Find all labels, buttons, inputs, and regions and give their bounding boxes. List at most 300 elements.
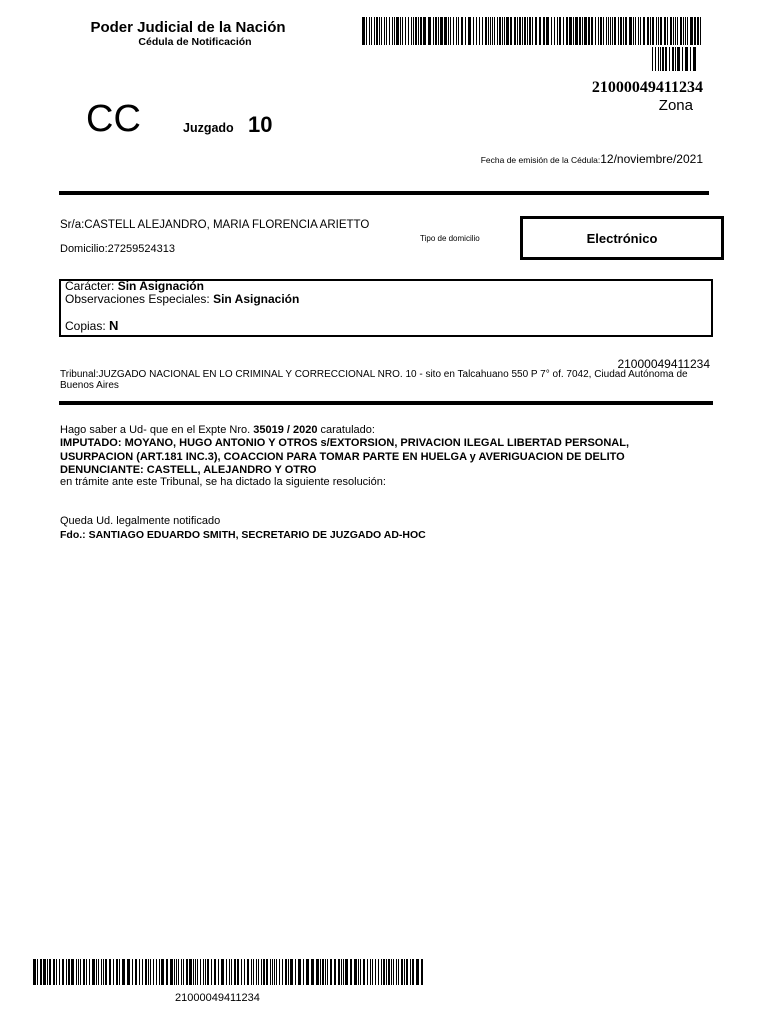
barcode-bar: [519, 17, 521, 45]
copias-line: [65, 318, 118, 333]
barcode-bar: [66, 959, 67, 985]
barcode-bar: [408, 17, 409, 45]
barcode-bar: [625, 17, 627, 45]
barcode-bar: [122, 959, 125, 985]
barcode-bar: [86, 959, 87, 985]
barcode-bar: [656, 17, 657, 45]
barcode-bar: [527, 17, 528, 45]
barcode-bar: [391, 959, 392, 985]
barcode-bar: [139, 959, 140, 985]
juzgado-label: Juzgado: [183, 121, 234, 135]
barcode-bar: [591, 17, 593, 45]
barcode-bar: [411, 17, 412, 45]
tribunal-divider: [59, 401, 713, 405]
barcode-bar: [535, 17, 537, 45]
barcode-bar: [49, 959, 51, 985]
barcode-bar: [482, 17, 483, 45]
barcode-bar: [33, 959, 36, 985]
barcode-bar: [127, 959, 130, 985]
barcode-bar: [80, 959, 81, 985]
caracter-line: [65, 279, 204, 293]
barcode-bar: [247, 959, 249, 985]
barcode-bar: [68, 959, 70, 985]
barcode-bar: [563, 17, 564, 45]
barcode-bar: [673, 17, 674, 45]
barcode-bar: [40, 959, 42, 985]
barcode-bar: [406, 959, 408, 985]
barcode-bar: [282, 959, 283, 985]
barcode-bar: [76, 959, 77, 985]
barcode-bar: [415, 17, 417, 45]
barcode-bar: [670, 17, 672, 45]
footer-code: 21000049411234: [175, 992, 260, 1004]
barcode-bar: [367, 959, 368, 985]
barcode-bar: [433, 17, 434, 45]
emission-date-value: 12/noviembre/2021: [600, 152, 703, 166]
caratula-line-1: IMPUTADO: MOYANO, HUGO ANTONIO Y OTROS s/EXTORSION, PRIVACION ILEGAL LIBERTAD PERSONAL,: [60, 437, 629, 449]
barcode-bar: [231, 959, 232, 985]
barcode-bar: [660, 17, 662, 45]
barcode-bar: [207, 959, 209, 985]
barcode-bar: [588, 17, 590, 45]
barcode-bar: [539, 17, 541, 45]
barcode-bar: [448, 17, 449, 45]
barcode-bar: [677, 17, 678, 45]
barcode-bar: [375, 959, 376, 985]
barcode-bar: [546, 17, 549, 45]
barcode-bar: [345, 959, 348, 985]
barcode-bar: [360, 959, 361, 985]
barcode-bar: [258, 959, 259, 985]
barcode-bar: [290, 959, 293, 985]
barcode-bar: [643, 17, 645, 45]
barcode-bar: [183, 959, 184, 985]
barcode-bar: [685, 17, 686, 45]
barcode-bar: [608, 17, 609, 45]
barcode-bar: [226, 959, 227, 985]
barcode-bar: [566, 17, 568, 45]
barcode-bar: [393, 959, 394, 985]
juzgado-number: 10: [248, 112, 273, 137]
barcode-bar: [677, 47, 680, 71]
barcode-bar: [322, 959, 324, 985]
barcode-bar: [497, 17, 498, 45]
barcode-bar: [119, 959, 120, 985]
barcode-bar: [600, 17, 602, 45]
barcode-bar: [517, 17, 518, 45]
barcode-bar: [142, 959, 143, 985]
barcode-bar: [551, 17, 552, 45]
barcode-bar: [413, 17, 414, 45]
barcode-bar: [372, 959, 373, 985]
barcode-bar: [186, 959, 188, 985]
barcode-bar: [221, 959, 224, 985]
barcode-bar: [47, 959, 48, 985]
barcode-bar: [638, 17, 639, 45]
barcode-bar: [327, 959, 328, 985]
barcode-bar: [170, 959, 173, 985]
barcode-bar: [532, 17, 533, 45]
barcode-bar: [251, 959, 252, 985]
barcode-bar: [465, 17, 466, 45]
barcode-bar: [404, 959, 405, 985]
barcode-bar: [270, 959, 271, 985]
barcode-bar: [529, 17, 531, 45]
barcode-bar: [612, 17, 613, 45]
barcode-bar: [402, 17, 403, 45]
barcode-bar: [440, 17, 443, 45]
barcode-bar: [261, 959, 262, 985]
emission-date-label: Fecha de emisión de la Cédula:: [480, 155, 601, 165]
barcode-bar: [218, 959, 219, 985]
barcode-bar: [450, 17, 451, 45]
barcode-bar: [506, 17, 509, 45]
barcode-bar: [479, 17, 480, 45]
barcode-bar: [438, 17, 439, 45]
barcode-bar: [101, 959, 102, 985]
barcode-bar: [241, 959, 242, 985]
barcode-bar: [362, 17, 365, 45]
barcode-bar: [514, 17, 516, 45]
barcode-bar: [98, 959, 99, 985]
barcode-bar: [428, 17, 431, 45]
intro-prefix: Hago saber a Ud- que en el Expte Nro.: [60, 424, 251, 436]
barcode-bar: [256, 959, 257, 985]
barcode-bar: [575, 17, 578, 45]
barcode-bar: [420, 17, 422, 45]
barcode-bar: [522, 17, 523, 45]
barcode-bar: [690, 17, 693, 45]
barcode-bar: [383, 959, 385, 985]
barcode-bar: [205, 959, 206, 985]
barcode-bar: [244, 959, 245, 985]
copias-label: Copias:: [65, 319, 106, 333]
intro-line: [60, 424, 375, 436]
barcode-bar: [195, 959, 196, 985]
barcode-bar: [109, 959, 111, 985]
header-divider: [59, 191, 709, 195]
barcode-bar: [116, 959, 118, 985]
barcode-bar: [582, 17, 583, 45]
intro-suffix: caratulado:: [320, 424, 375, 436]
barcode-bar: [386, 17, 387, 45]
barcode-bar: [96, 959, 97, 985]
notification-text: Queda Ud. legalmente notificado: [60, 515, 221, 527]
barcode-bar: [647, 17, 649, 45]
tramite-line: en trámite ante este Tribunal, se ha dictado la siguiente resolución:: [60, 476, 386, 488]
barcode-bar: [384, 17, 385, 45]
barcode-bar: [53, 959, 55, 985]
barcode-bar: [405, 17, 406, 45]
barcode-bar: [325, 959, 326, 985]
barcode-bar: [655, 47, 656, 71]
recipient-domicilio: Domicilio:27259524313: [60, 243, 175, 255]
barcode-bar: [306, 959, 309, 985]
barcode-bar: [379, 17, 380, 45]
barcode-bar: [680, 17, 682, 45]
barcode-bar: [386, 959, 387, 985]
barcode-bar: [341, 959, 342, 985]
barcode-bar: [490, 17, 491, 45]
barcode-bar: [59, 959, 60, 985]
barcode-bar: [197, 959, 198, 985]
barcode-bar: [330, 959, 332, 985]
barcode-bar: [320, 959, 321, 985]
barcode-bar: [418, 17, 419, 45]
barcode-bar: [595, 17, 596, 45]
barcode-bar: [298, 959, 301, 985]
barcode-bar: [303, 959, 304, 985]
barcode-bar: [504, 17, 505, 45]
barcode-bar: [285, 959, 287, 985]
barcode-bar: [166, 959, 168, 985]
barcode-bar: [667, 17, 668, 45]
barcode-bar: [453, 17, 454, 45]
barcode-bar: [334, 959, 336, 985]
zona-label: Zona: [658, 97, 693, 114]
barcode-bar: [398, 959, 399, 985]
barcode-bar: [103, 959, 104, 985]
barcode-bar: [266, 959, 268, 985]
barcode-bar: [376, 17, 378, 45]
caracter-label: Carácter:: [65, 279, 115, 293]
barcode-bar: [132, 959, 133, 985]
barcode-bar: [633, 17, 634, 45]
barcode-bar: [145, 959, 147, 985]
barcode-bar: [559, 17, 561, 45]
barcode-bar: [652, 47, 653, 71]
barcode-bar: [369, 17, 370, 45]
barcode-bar: [461, 17, 463, 45]
barcode-bar: [669, 47, 670, 71]
barcode-bar: [658, 47, 659, 71]
barcode-bar: [343, 959, 344, 985]
barcode-bar: [113, 959, 114, 985]
barcode-bar: [694, 17, 696, 45]
barcode-bar: [458, 17, 459, 45]
barcode-bar: [682, 47, 683, 71]
barcode-bar: [423, 17, 426, 45]
barcode-bar: [629, 17, 632, 45]
observaciones-value: Sin Asignación: [213, 292, 300, 306]
barcode-bar: [675, 47, 676, 71]
barcode-bar: [421, 959, 423, 985]
barcode-bar: [416, 959, 419, 985]
barcode-bar: [473, 17, 474, 45]
barcode-bar: [652, 17, 654, 45]
barcode-bar: [229, 959, 230, 985]
caratula-line-3: DENUNCIANTE: CASTELL, ALEJANDRO Y OTRO: [60, 464, 317, 476]
barcode-bar: [697, 17, 699, 45]
barcode-bar: [650, 17, 651, 45]
document-type: Cédula de Notificación: [138, 36, 252, 48]
barcode-bar: [700, 17, 701, 45]
barcode-bar: [174, 959, 175, 985]
barcode-bar: [606, 17, 607, 45]
barcode-bar: [71, 959, 74, 985]
barcode-bar: [78, 959, 79, 985]
fuero-code: CC: [86, 98, 141, 140]
observaciones-line: [65, 292, 299, 306]
barcode-bar: [492, 17, 493, 45]
barcode-bar: [620, 17, 622, 45]
tribunal-code: 21000049411234: [617, 357, 710, 371]
signature-line: Fdo.: SANTIAGO EDUARDO SMITH, SECRETARIO DE JUZGADO AD-HOC: [60, 529, 426, 541]
barcode-bar: [603, 17, 604, 45]
observaciones-label: Observaciones Especiales:: [65, 292, 210, 306]
barcode-bar: [389, 17, 390, 45]
barcode-small: [652, 47, 700, 71]
barcode-bar: [381, 17, 382, 45]
barcode-bar: [150, 959, 151, 985]
barcode-bar: [253, 959, 254, 985]
barcode-bar: [660, 47, 661, 71]
barcode-bar: [410, 959, 411, 985]
barcode-bar: [394, 17, 395, 45]
domicilio-type-label: Tipo de domicilio: [420, 234, 480, 243]
institution-title: Poder Judicial de la Nación: [90, 19, 286, 36]
barcode-bar: [193, 959, 194, 985]
barcode-bar: [371, 17, 372, 45]
barcode-bar: [295, 959, 296, 985]
barcode-bar: [468, 17, 471, 45]
barcode-bar: [412, 959, 414, 985]
barcode-bar: [83, 959, 85, 985]
barcode-bar: [89, 959, 90, 985]
barcode-bar: [234, 959, 236, 985]
tribunal-text: Tribunal:JUZGADO NACIONAL EN LO CRIMINAL Y CORRECCIONAL NRO. 10 - sito en Talcahuano 550 P 7° of. 7042, Ciudad Autónoma de Buenos Aires: [60, 369, 688, 391]
barcode-bar: [579, 17, 581, 45]
barcode-bar: [494, 17, 495, 45]
emission-date: [380, 150, 703, 168]
barcode-bar: [672, 47, 674, 71]
barcode-bar: [687, 17, 688, 45]
barcode-bar: [263, 959, 265, 985]
barcode-bar: [274, 959, 275, 985]
barcode-bar: [640, 17, 641, 45]
code-number: 21000049411234: [591, 79, 703, 96]
barcode-bar: [354, 959, 357, 985]
barcode-bar: [37, 959, 38, 985]
barcode-bar: [499, 17, 501, 45]
barcode-bar: [148, 959, 149, 985]
barcode-bar: [316, 959, 319, 985]
barcode-bar: [573, 17, 574, 45]
barcode-bar: [350, 959, 352, 985]
barcode-bar: [598, 17, 599, 45]
barcode-bar: [488, 17, 489, 45]
barcode-bar: [370, 959, 371, 985]
barcode-bar: [178, 959, 179, 985]
barcode-bar: [524, 17, 526, 45]
barcode-bar: [476, 17, 477, 45]
barcode-bar: [237, 959, 239, 985]
barcode-bar: [363, 959, 365, 985]
barcode-bar: [584, 17, 587, 45]
barcode-bar: [189, 959, 192, 985]
barcode-bar: [510, 17, 512, 45]
barcode-bar: [502, 17, 503, 45]
barcode-bar: [456, 17, 457, 45]
barcode-bar: [392, 17, 393, 45]
barcode-bar: [135, 959, 137, 985]
barcode-bar: [56, 959, 57, 985]
barcode-bar: [161, 959, 164, 985]
barcode-bar: [358, 959, 359, 985]
barcode-bar: [176, 959, 177, 985]
barcode-bar: [614, 17, 616, 45]
barcode-bar: [388, 959, 390, 985]
domicilio-type-box: [520, 216, 724, 260]
barcode-bar: [554, 17, 555, 45]
barcode-bar: [569, 17, 572, 45]
barcode-bar: [557, 17, 558, 45]
barcode-top: [362, 17, 704, 45]
barcode-bar: [200, 959, 201, 985]
recipient-name: Sr/a:CASTELL ALEJANDRO, MARIA FLORENCIA ARIETTO: [60, 219, 370, 231]
barcode-bar: [444, 17, 447, 45]
barcode-bar: [635, 17, 636, 45]
barcode-bar: [203, 959, 204, 985]
barcode-bar: [665, 47, 667, 71]
barcode-bar: [374, 17, 375, 45]
barcode-bar: [610, 17, 611, 45]
barcode-bar: [214, 959, 216, 985]
barcode-bottom: [33, 959, 425, 985]
barcode-bar: [181, 959, 182, 985]
barcode-bar: [211, 959, 212, 985]
barcode-bar: [272, 959, 273, 985]
barcode-bar: [366, 17, 367, 45]
barcode-bar: [276, 959, 277, 985]
barcode-bar: [658, 17, 659, 45]
barcode-bar: [685, 47, 688, 71]
barcode-bar: [62, 959, 64, 985]
barcode-bar: [338, 959, 340, 985]
barcode-bar: [396, 17, 399, 45]
barcode-bar: [690, 47, 691, 71]
barcode-bar: [92, 959, 95, 985]
caratula-line-2: USURPACION (ART.181 INC.3), COACCION PARA TOMAR PARTE EN HUELGA y AVERIGUACION DE DELITO: [60, 451, 625, 463]
barcode-bar: [618, 17, 619, 45]
barcode-bar: [485, 17, 487, 45]
barcode-bar: [105, 959, 107, 985]
barcode-bar: [288, 959, 289, 985]
barcode-bar: [311, 959, 314, 985]
barcode-bar: [159, 959, 160, 985]
barcode-bar: [664, 17, 666, 45]
barcode-bar: [662, 47, 664, 71]
barcode-bar: [378, 959, 379, 985]
barcode-bar: [401, 959, 403, 985]
caracter-value: Sin Asignación: [117, 279, 204, 293]
barcode-bar: [400, 17, 401, 45]
barcode-bar: [675, 17, 676, 45]
domicilio-type-value: Electrónico: [586, 230, 658, 246]
barcode-bar: [279, 959, 280, 985]
expte-number: 35019 / 2020: [253, 424, 318, 436]
barcode-bar: [156, 959, 157, 985]
barcode-bar: [693, 47, 696, 71]
barcode-bar: [435, 17, 437, 45]
barcode-bar: [153, 959, 154, 985]
barcode-bar: [683, 17, 684, 45]
barcode-bar: [43, 959, 46, 985]
barcode-bar: [381, 959, 382, 985]
barcode-bar: [543, 17, 545, 45]
copias-value: N: [109, 318, 119, 333]
barcode-bar: [396, 959, 397, 985]
